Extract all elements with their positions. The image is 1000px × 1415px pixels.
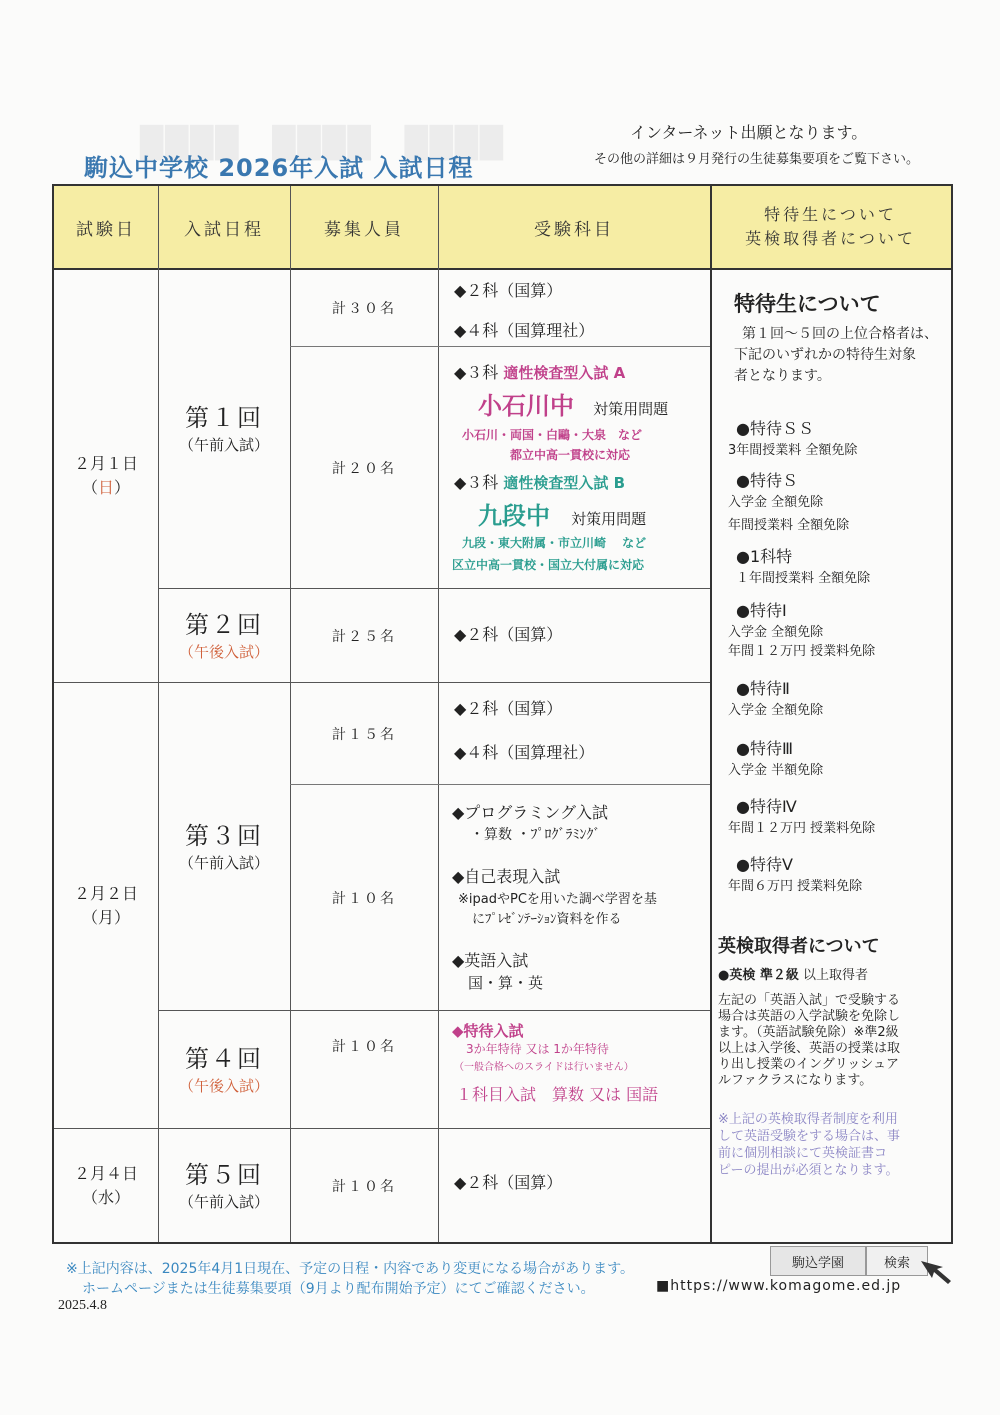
header-side-line1: 特待生について	[764, 205, 897, 224]
subject-programming: ◆プログラミング入試	[452, 803, 608, 822]
rank-ss: ●特待ＳＳ 3年間授業料 全額免除	[728, 419, 858, 458]
date-feb2: ２月２日 （月）	[73, 883, 138, 927]
page-title: 駒込中学校 2026年入試 入試日程	[84, 154, 474, 182]
search-term-box[interactable]: 駒込学園	[770, 1246, 866, 1276]
subject-kudan-schools: 九段・東大附属・市立川崎 など	[462, 536, 647, 550]
subject-r3-4ka: ◆４科（国算理社）	[454, 743, 595, 762]
header-schedule: 入試日程	[158, 186, 290, 268]
subject-koishikawa: 小石川中 対策用問題	[478, 392, 669, 420]
capacity-r5: 計１０名	[332, 1178, 396, 1195]
eiken-note: ※上記の英検取得者制度を利用 して英語受験をする場合は、事 前に個別相談にて英検証書コ ピーの提出が必須となります。	[718, 1112, 901, 1178]
subject-r3-2ka: ◆２科（国算）	[454, 699, 563, 718]
header-capacity: 募集人員	[290, 186, 438, 268]
subject-tokutai-sub: 3か年特待 又は 1か年特待	[466, 1042, 609, 1056]
footer-note-1: ※上記内容は、2025年4月1日現在、予定の日程・内容であり変更になる場合があります。	[66, 1261, 635, 1277]
footer-date: 2025.4.8	[58, 1298, 107, 1313]
subject-eigo-sub: 国・算・英	[468, 974, 544, 992]
search-button[interactable]: 検索	[866, 1246, 928, 1276]
capacity-r1a: 計３０名	[332, 301, 396, 317]
header-side	[710, 186, 951, 268]
rank-3: ●特待Ⅲ 入学金 半額免除	[728, 739, 824, 778]
subject-kudan-note: 区立中高一貫校・国立大付属に対応	[452, 558, 645, 572]
subject-programming-sub: ・算数 ・ﾌﾟﾛｸﾞﾗﾐﾝｸﾞ	[470, 827, 601, 843]
round-3: 第３回 （午前入試）	[178, 821, 269, 872]
subject-r1-4ka: ◆４科（国算理社）	[454, 321, 595, 340]
background-ghost-text: ████ ████ ████	[140, 126, 505, 161]
rank-1: ●特待Ⅰ 入学金 全額免除 年間１２万円 授業料免除	[728, 601, 876, 659]
subject-kudan: 九段中 対策用問題	[478, 502, 647, 530]
subject-tekisei-b: ◆３科 適性検査型入試 B	[454, 473, 626, 492]
eiken-desc: 左記の「英語入試」で受験する 場合は英語の入学試験を免除し ます。（英語試験免除）※準2級 以上は入学後、英語の授業は取 り出し授業のイングリッシュア ルファクラスになります。	[718, 993, 901, 1088]
eiken-section	[718, 932, 948, 1179]
subject-koishikawa-note: 都立中高一貫校に対応	[510, 448, 631, 462]
round-1: 第１回 （午前入試）	[178, 404, 269, 454]
date-feb1: ２月１日 （日）	[54, 270, 158, 682]
subject-eigo: ◆英語入試	[452, 951, 529, 970]
subject-r5-2ka: ◆２科（国算）	[454, 1173, 563, 1192]
subject-r2-2ka: ◆２科（国算）	[454, 625, 563, 644]
footer-url[interactable]: ■https://www.komagome.ed.jp	[656, 1278, 902, 1294]
tokutai-section	[734, 288, 944, 387]
subject-tekisei-a: ◆３科 適性検査型入試 A	[454, 363, 626, 382]
round-4: 第４回 （午後入試）	[178, 1044, 269, 1095]
header-side-line2: 英検取得者について	[745, 229, 916, 248]
header-subjects: 受験科目	[438, 186, 710, 268]
date-feb4: ２月４日 （水）	[73, 1163, 138, 1207]
cursor-arrow-icon	[918, 1258, 954, 1288]
col-divider-4	[710, 186, 712, 1242]
header-exam-date: 試験日	[54, 186, 158, 268]
capacity-r3a: 計１５名	[332, 726, 396, 743]
capacity-r1b: 計２０名	[332, 460, 396, 477]
tokutai-title: 特待生について	[734, 292, 881, 316]
rank-4: ●特待Ⅳ 年間１２万円 授業料免除	[728, 797, 876, 836]
subject-r1-2ka: ◆２科（国算）	[454, 281, 563, 300]
rank-s: ●特待Ｓ 入学金 全額免除 年間授業料 全額免除	[728, 471, 850, 533]
subject-ichikamoku: １科目入試 算数 又は 国語	[456, 1085, 659, 1104]
round-5: 第５回 （午前入試）	[178, 1160, 269, 1211]
tokutai-desc: 第１回～５回の上位合格者は、 下記のいずれかの特待生対象 者となります。	[734, 326, 938, 384]
footer-note-2: ホームページまたは生徒募集要項（9月より配布開始予定）にてご確認ください。	[82, 1281, 595, 1297]
subject-koishikawa-schools: 小石川・両国・白鷗・大泉 など	[462, 428, 643, 442]
rank-1kamoku: ●1科特 １年間授業料 全額免除	[736, 547, 871, 586]
subject-jiko-sub1: ※ipadやPCを用いた調べ学習を基	[458, 892, 657, 907]
subject-jiko: ◆自己表現入試	[452, 867, 561, 886]
subject-jiko-sub2: にﾌﾟﾚｾﾞﾝﾃｰｼｮﾝ資料を作る	[472, 912, 622, 927]
rank-5: ●特待Ⅴ 年間６万円 授業料免除	[728, 855, 863, 894]
schedule-table	[52, 184, 953, 1244]
dow-feb1: （日）	[81, 478, 131, 497]
capacity-r4: 計１０名	[332, 1039, 396, 1055]
eiken-requirement: ●英検 準２級 以上取得者	[718, 968, 869, 983]
eiken-title: 英検取得者について	[718, 936, 880, 957]
capacity-r2: 計２５名	[332, 628, 396, 645]
subject-tokutai-note: （一般合格へのスライドは行いません）	[454, 1062, 634, 1073]
capacity-r3b: 計１０名	[332, 890, 396, 907]
details-note: その他の詳細は９月発行の生徒募集要項をご覧下さい。	[594, 152, 920, 167]
subject-tokutai: ◆特待入試	[452, 1022, 524, 1040]
application-note: インターネット出願となります。	[630, 123, 868, 142]
rank-2: ●特待Ⅱ 入学金 全額免除	[728, 679, 824, 718]
round-2: 第２回 （午後入試）	[178, 610, 269, 661]
col-divider-3	[438, 186, 439, 1242]
